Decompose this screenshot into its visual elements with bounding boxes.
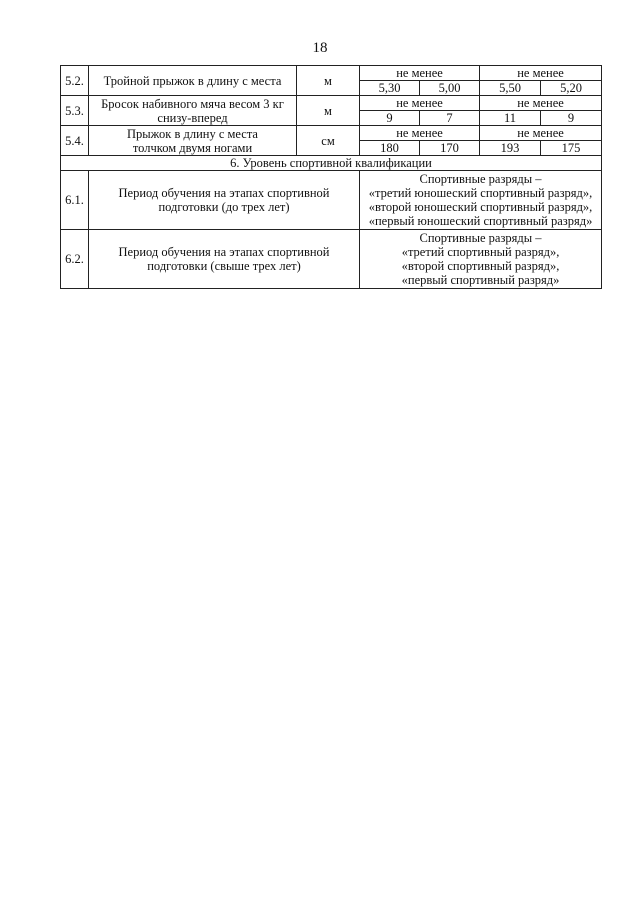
period-cell [89, 230, 360, 289]
exercise-name [89, 96, 297, 126]
value-cell: 7 [420, 111, 480, 126]
row-number: 6.1. [61, 171, 89, 230]
table-row [61, 126, 602, 141]
grades-cell [360, 230, 602, 289]
exercise-name-line: Бросок набивного мяча весом 3 кг [101, 96, 284, 111]
value-cell: 175 [541, 141, 602, 156]
table-row [61, 66, 602, 81]
group-label: не менее [480, 66, 602, 81]
period-line: Период обучения на этапах спортивной [118, 245, 330, 259]
period-line: Период обучения на этапах спортивной [118, 186, 330, 200]
table-row [61, 171, 602, 230]
grades-cell [360, 171, 602, 230]
value-cell: 11 [480, 111, 541, 126]
grade-line: Спортивные разряды – [419, 172, 542, 186]
grade-line: «второй юношеский спортивный разряд», [368, 200, 593, 214]
value-cell: 9 [541, 111, 602, 126]
grade-line: Спортивные разряды – [419, 231, 542, 245]
grade-line: «второй спортивный разряд», [401, 259, 560, 273]
value-cell: 5,30 [360, 81, 420, 96]
table-row [61, 230, 602, 289]
row-number: 6.2. [61, 230, 89, 289]
unit-cell: м [297, 66, 360, 96]
value-cell: 5,20 [541, 81, 602, 96]
period-line: подготовки (до трех лет) [158, 200, 290, 214]
unit-cell: см [297, 126, 360, 156]
exercise-name [89, 126, 297, 156]
group-label: не менее [480, 96, 602, 111]
section-title: 6. Уровень спортивной квалификации [61, 156, 602, 171]
row-number: 5.3. [61, 96, 89, 126]
group-label: не менее [480, 126, 602, 141]
row-number: 5.4. [61, 126, 89, 156]
norms-table [60, 65, 602, 289]
exercise-name-line: толчком двумя ногами [132, 140, 253, 155]
page-number: 18 [312, 40, 328, 56]
value-cell: 180 [360, 141, 420, 156]
value-cell: 193 [480, 141, 541, 156]
group-label: не менее [360, 126, 480, 141]
exercise-name-line: снизу-вперед [157, 110, 228, 125]
value-cell: 5,50 [480, 81, 541, 96]
exercise-name-line: Прыжок в длину с места [127, 126, 258, 141]
group-label: не менее [360, 96, 480, 111]
exercise-name-line: Тройной прыжок в длину с места [103, 73, 282, 88]
grade-line: «первый юношеский спортивный разряд» [368, 214, 593, 228]
group-label: не менее [360, 66, 480, 81]
grade-line: «третий юношеский спортивный разряд», [368, 186, 593, 200]
row-number: 5.2. [61, 66, 89, 96]
period-line: подготовки (свыше трех лет) [147, 259, 301, 273]
unit-cell: м [297, 96, 360, 126]
grade-line: «первый спортивный разряд» [401, 273, 560, 287]
value-cell: 5,00 [420, 81, 480, 96]
table-row [61, 96, 602, 111]
value-cell: 9 [360, 111, 420, 126]
value-cell: 170 [420, 141, 480, 156]
exercise-name [89, 66, 297, 96]
grade-line: «третий спортивный разряд», [401, 245, 560, 259]
section-header-row [61, 156, 602, 171]
period-cell [89, 171, 360, 230]
